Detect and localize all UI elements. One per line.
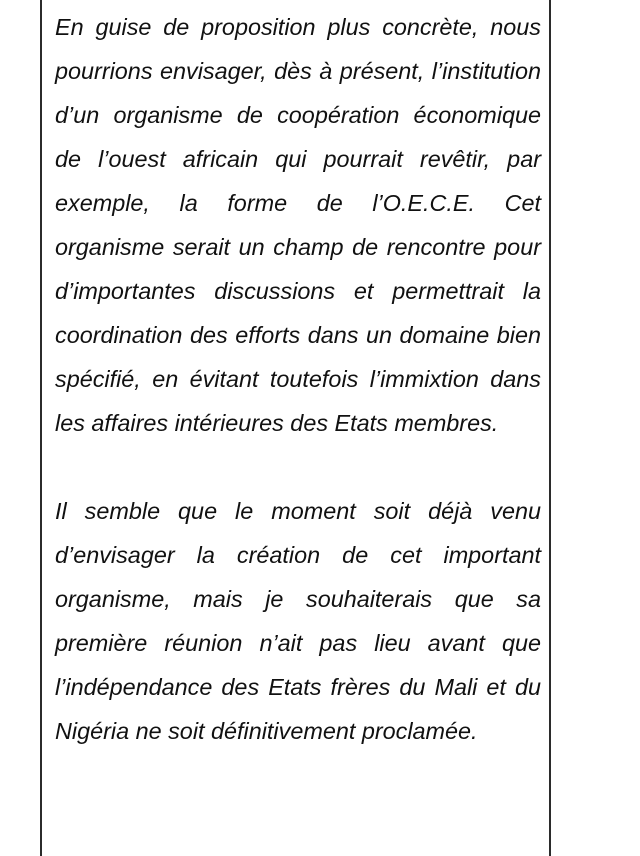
- document-body: [55, 5, 541, 753]
- paragraph-creation-organisme: Il semble que le moment soit déjà venu d’envisager la création de cet important organisme, mais je souhaiterais que sa première réunion n’ait pas lieu avant que l’indépendance des Etats frères du Mali et du Nigéria ne soit définitivement proclamée.: [55, 498, 541, 744]
- paragraph-proposition: En guise de proposition plus concrète, nous pourrions envisager, dès à présent, l’institution d’un organisme de coopération économique de l’ouest africain qui pourrait revêtir, par exemple, la forme de l’O.E.C.E. Cet organisme serait un champ de rencontre pour d’importantes discussions et permettrait la coordination des efforts dans un domaine bien spécifié, en évitant toutefois l’immixtion dans les affaires intérieures des Etats membres.: [55, 14, 541, 436]
